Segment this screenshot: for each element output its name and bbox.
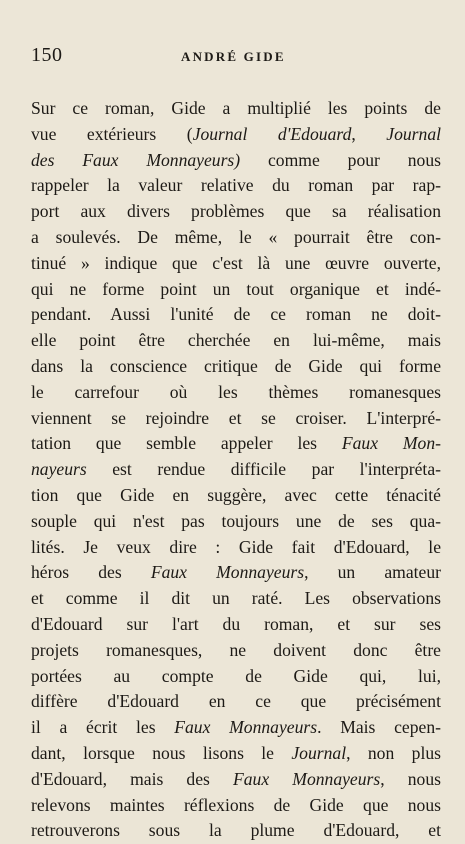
- body-text-run: dant, lorsque nous lisons le: [31, 742, 292, 763]
- italic-title-text: Faux Monnayeurs: [150, 562, 305, 583]
- body-text-run: rappeler la valeur relative du roman par rap-: [31, 175, 441, 196]
- body-text-run: tion que Gide en suggère, avec cette ténacité: [31, 484, 441, 505]
- text-line: [31, 509, 441, 535]
- body-text-run: viennent se rejoindre et se croiser. L'interpré-: [31, 407, 441, 428]
- body-text-run: , un amateur: [304, 562, 442, 583]
- body-text-run: pendant. Aussi l'unité de ce roman ne doit-: [31, 304, 441, 325]
- text-line: [31, 251, 441, 277]
- body-text-run: port aux divers problèmes que sa réalisation: [31, 201, 441, 222]
- text-line: [31, 328, 441, 354]
- body-text: [31, 96, 441, 844]
- text-line: [31, 225, 441, 251]
- text-line: [31, 354, 441, 380]
- body-text-run: relevons maintes réflexions de Gide que nous: [31, 794, 441, 815]
- text-line: [31, 612, 441, 638]
- text-line: [31, 96, 441, 122]
- italic-title-text: Faux Monnayeurs: [174, 717, 318, 738]
- text-line: [31, 560, 441, 586]
- italic-title-text: Faux Mon-: [341, 433, 441, 454]
- text-line: [31, 793, 441, 819]
- body-text-run: est rendue difficile par l'interpréta-: [86, 459, 441, 480]
- text-line: [31, 741, 441, 767]
- body-text-run: tinué » indique que c'est là une œuvre ouverte,: [31, 252, 441, 273]
- text-line: [31, 818, 441, 844]
- text-line: [31, 380, 441, 406]
- running-head: ANDRÉ GIDE: [181, 49, 286, 64]
- body-text-run: , nous: [380, 768, 441, 789]
- body-text-run: a soulevés. De même, le « pourrait être con-: [31, 226, 441, 247]
- text-line: [31, 302, 441, 328]
- text-line: [31, 535, 441, 561]
- text-line: [31, 715, 441, 741]
- italic-title-text: Faux Monnayeurs: [233, 768, 381, 789]
- body-text-run: d'Edouard, mais des: [31, 768, 234, 789]
- body-text-run: souple qui n'est pas toujours une de ses qua-: [31, 510, 441, 531]
- body-text-run: elle point être cherchée en lui-même, mais: [31, 330, 441, 351]
- body-text-run: il a écrit les: [31, 717, 175, 738]
- text-line: [31, 148, 441, 174]
- italic-title-text: Journal: [291, 742, 347, 763]
- text-line: [31, 689, 441, 715]
- italic-title-text: Journal: [386, 123, 442, 144]
- italic-title-text: des Faux Monnayeurs): [31, 149, 241, 170]
- text-line: [31, 767, 441, 793]
- body-text-run: projets romanesques, ne doivent donc être: [31, 639, 441, 660]
- body-text-run: lités. Je veux dire : Gide fait d'Edouard, le: [31, 536, 441, 557]
- body-text-run: comme pour nous: [240, 149, 441, 170]
- text-line: [31, 199, 441, 225]
- text-line: [31, 457, 441, 483]
- text-line: [31, 638, 441, 664]
- text-line: [31, 406, 441, 432]
- body-text-run: et comme il dit un raté. Les observations: [31, 588, 441, 609]
- italic-title-text: Journal d'Edouard: [192, 123, 352, 144]
- italic-title-text: nayeurs: [31, 459, 87, 480]
- text-line: [31, 122, 441, 148]
- text-line: [31, 277, 441, 303]
- body-text-run: ,: [351, 123, 387, 144]
- text-line: [31, 483, 441, 509]
- text-line: [31, 586, 441, 612]
- body-text-run: le carrefour où les thèmes romanesques: [31, 381, 441, 402]
- text-line: [31, 431, 441, 457]
- body-text-run: , non plus: [346, 742, 441, 763]
- text-line: [31, 173, 441, 199]
- page-header: [31, 44, 441, 74]
- body-text-run: . Mais cepen-: [317, 717, 441, 738]
- body-text-run: dans la conscience critique de Gide qui forme: [31, 355, 441, 376]
- body-text-run: d'Edouard sur l'art du roman, et sur ses: [31, 613, 441, 634]
- body-text-run: portées au compte de Gide qui, lui,: [31, 665, 441, 686]
- body-text-run: vue extérieurs (: [31, 123, 193, 144]
- body-text-run: héros des: [31, 562, 151, 583]
- body-text-run: tation que semble appeler les: [31, 433, 342, 454]
- body-text-run: retrouverons sous la plume d'Edouard, et: [31, 820, 441, 841]
- body-text-run: Sur ce roman, Gide a multiplié les points de: [31, 98, 441, 118]
- body-text-run: qui ne forme point un tout organique et indé-: [31, 278, 441, 299]
- text-line: [31, 664, 441, 690]
- body-text-run: diffère d'Edouard en ce que précisément: [31, 691, 441, 712]
- page-number: 150: [31, 44, 63, 66]
